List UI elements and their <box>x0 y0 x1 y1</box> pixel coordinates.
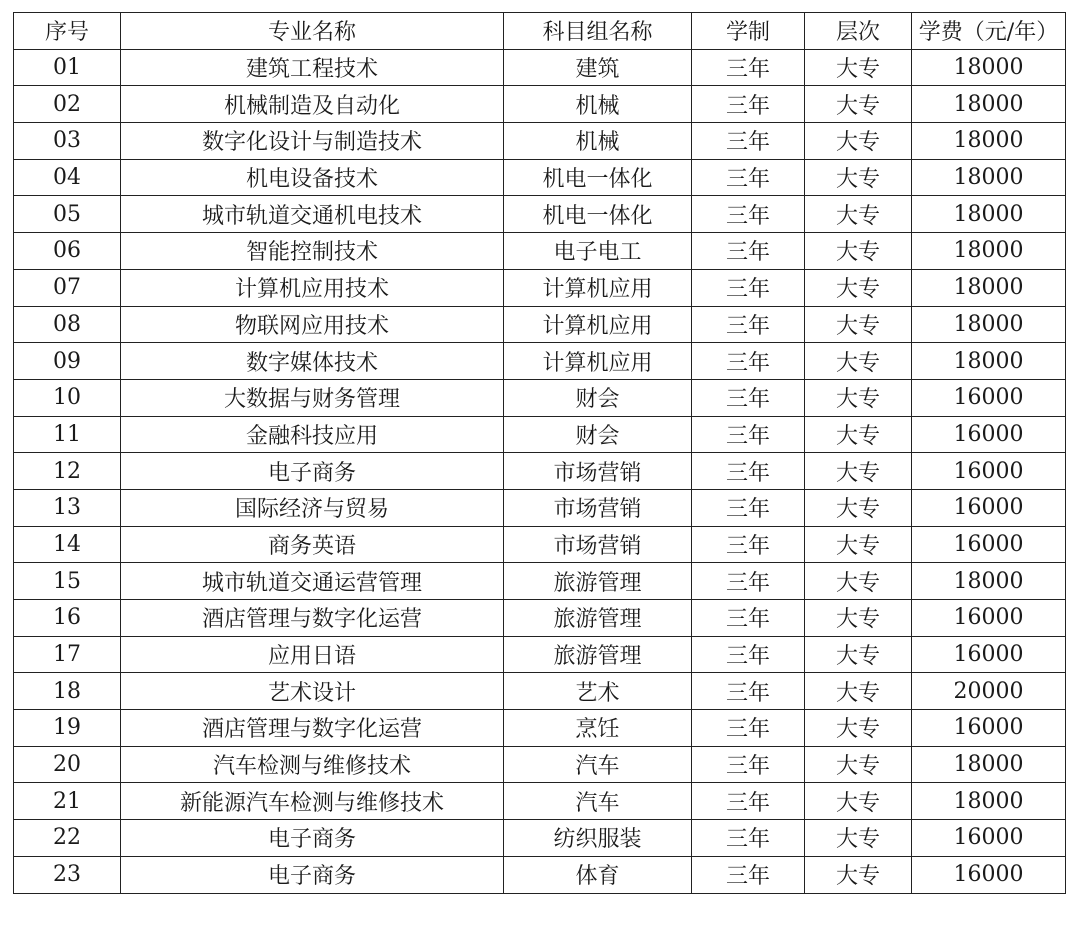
cell-major-name: 电子商务 <box>121 856 504 893</box>
cell-duration: 三年 <box>692 746 805 783</box>
cell-level: 大专 <box>805 746 912 783</box>
table-row <box>14 783 1066 820</box>
cell-subject-group: 汽车 <box>504 746 692 783</box>
table-row <box>14 123 1066 160</box>
cell-index: 07 <box>14 269 121 306</box>
cell-tuition: 16000 <box>912 379 1066 416</box>
cell-major-name: 机电设备技术 <box>121 159 504 196</box>
cell-tuition: 16000 <box>912 526 1066 563</box>
cell-tuition: 18000 <box>912 343 1066 380</box>
cell-subject-group: 旅游管理 <box>504 600 692 637</box>
table-row <box>14 710 1066 747</box>
cell-duration: 三年 <box>692 856 805 893</box>
table-row <box>14 159 1066 196</box>
cell-major-name: 数字化设计与制造技术 <box>121 123 504 160</box>
cell-tuition: 18000 <box>912 306 1066 343</box>
cell-level: 大专 <box>805 563 912 600</box>
cell-major-name: 应用日语 <box>121 636 504 673</box>
cell-level: 大专 <box>805 379 912 416</box>
cell-subject-group: 市场营销 <box>504 489 692 526</box>
cell-duration: 三年 <box>692 710 805 747</box>
cell-subject-group: 市场营销 <box>504 453 692 490</box>
cell-index: 21 <box>14 783 121 820</box>
table-row <box>14 343 1066 380</box>
cell-index: 18 <box>14 673 121 710</box>
cell-index: 12 <box>14 453 121 490</box>
cell-major-name: 计算机应用技术 <box>121 269 504 306</box>
table-row <box>14 306 1066 343</box>
table-row <box>14 416 1066 453</box>
cell-tuition: 20000 <box>912 673 1066 710</box>
cell-index: 15 <box>14 563 121 600</box>
cell-subject-group: 计算机应用 <box>504 343 692 380</box>
cell-index: 05 <box>14 196 121 233</box>
cell-index: 22 <box>14 820 121 857</box>
cell-level: 大专 <box>805 673 912 710</box>
table-row <box>14 856 1066 893</box>
cell-subject-group: 体育 <box>504 856 692 893</box>
cell-subject-group: 计算机应用 <box>504 306 692 343</box>
cell-subject-group: 旅游管理 <box>504 636 692 673</box>
cell-level: 大专 <box>805 526 912 563</box>
cell-tuition: 16000 <box>912 416 1066 453</box>
cell-major-name: 城市轨道交通机电技术 <box>121 196 504 233</box>
table-row <box>14 563 1066 600</box>
table-row <box>14 489 1066 526</box>
table-row <box>14 86 1066 123</box>
cell-major-name: 酒店管理与数字化运营 <box>121 600 504 637</box>
cell-tuition: 18000 <box>912 746 1066 783</box>
cell-subject-group: 机电一体化 <box>504 196 692 233</box>
cell-duration: 三年 <box>692 600 805 637</box>
cell-level: 大专 <box>805 710 912 747</box>
header-duration: 学制 <box>692 13 805 50</box>
cell-duration: 三年 <box>692 233 805 270</box>
table-row <box>14 379 1066 416</box>
cell-duration: 三年 <box>692 49 805 86</box>
cell-level: 大专 <box>805 196 912 233</box>
cell-tuition: 16000 <box>912 710 1066 747</box>
table-row <box>14 233 1066 270</box>
cell-tuition: 18000 <box>912 563 1066 600</box>
cell-tuition: 18000 <box>912 159 1066 196</box>
cell-major-name: 大数据与财务管理 <box>121 379 504 416</box>
cell-tuition: 18000 <box>912 123 1066 160</box>
cell-level: 大专 <box>805 600 912 637</box>
cell-duration: 三年 <box>692 86 805 123</box>
cell-major-name: 国际经济与贸易 <box>121 489 504 526</box>
cell-index: 14 <box>14 526 121 563</box>
cell-index: 17 <box>14 636 121 673</box>
cell-level: 大专 <box>805 820 912 857</box>
cell-index: 04 <box>14 159 121 196</box>
table-row <box>14 600 1066 637</box>
cell-index: 11 <box>14 416 121 453</box>
cell-index: 23 <box>14 856 121 893</box>
table-row <box>14 526 1066 563</box>
header-subject-group: 科目组名称 <box>504 13 692 50</box>
table-row <box>14 269 1066 306</box>
cell-duration: 三年 <box>692 489 805 526</box>
cell-duration: 三年 <box>692 196 805 233</box>
cell-tuition: 18000 <box>912 49 1066 86</box>
cell-subject-group: 纺织服装 <box>504 820 692 857</box>
cell-subject-group: 市场营销 <box>504 526 692 563</box>
cell-level: 大专 <box>805 343 912 380</box>
cell-index: 16 <box>14 600 121 637</box>
cell-duration: 三年 <box>692 123 805 160</box>
table-row <box>14 49 1066 86</box>
cell-major-name: 新能源汽车检测与维修技术 <box>121 783 504 820</box>
cell-level: 大专 <box>805 86 912 123</box>
table-row <box>14 820 1066 857</box>
cell-level: 大专 <box>805 49 912 86</box>
cell-major-name: 电子商务 <box>121 820 504 857</box>
table-row <box>14 746 1066 783</box>
cell-index: 13 <box>14 489 121 526</box>
cell-major-name: 汽车检测与维修技术 <box>121 746 504 783</box>
cell-subject-group: 机械 <box>504 123 692 160</box>
program-table <box>13 12 1066 894</box>
cell-duration: 三年 <box>692 343 805 380</box>
cell-duration: 三年 <box>692 563 805 600</box>
header-tuition: 学费（元/年） <box>912 13 1066 50</box>
table-body <box>14 49 1066 893</box>
cell-duration: 三年 <box>692 673 805 710</box>
cell-major-name: 城市轨道交通运营管理 <box>121 563 504 600</box>
cell-subject-group: 艺术 <box>504 673 692 710</box>
cell-subject-group: 计算机应用 <box>504 269 692 306</box>
cell-level: 大专 <box>805 489 912 526</box>
cell-major-name: 数字媒体技术 <box>121 343 504 380</box>
cell-index: 01 <box>14 49 121 86</box>
cell-level: 大专 <box>805 416 912 453</box>
cell-duration: 三年 <box>692 159 805 196</box>
cell-index: 08 <box>14 306 121 343</box>
cell-tuition: 16000 <box>912 489 1066 526</box>
cell-major-name: 机械制造及自动化 <box>121 86 504 123</box>
cell-tuition: 16000 <box>912 820 1066 857</box>
cell-subject-group: 建筑 <box>504 49 692 86</box>
cell-duration: 三年 <box>692 783 805 820</box>
table-header-row <box>14 13 1066 50</box>
cell-index: 06 <box>14 233 121 270</box>
cell-major-name: 建筑工程技术 <box>121 49 504 86</box>
cell-subject-group: 财会 <box>504 379 692 416</box>
header-index: 序号 <box>14 13 121 50</box>
cell-tuition: 18000 <box>912 783 1066 820</box>
cell-index: 09 <box>14 343 121 380</box>
cell-tuition: 18000 <box>912 86 1066 123</box>
cell-subject-group: 烹饪 <box>504 710 692 747</box>
cell-major-name: 电子商务 <box>121 453 504 490</box>
cell-level: 大专 <box>805 856 912 893</box>
cell-level: 大专 <box>805 783 912 820</box>
cell-major-name: 智能控制技术 <box>121 233 504 270</box>
cell-index: 20 <box>14 746 121 783</box>
cell-duration: 三年 <box>692 526 805 563</box>
cell-tuition: 18000 <box>912 196 1066 233</box>
cell-index: 10 <box>14 379 121 416</box>
cell-major-name: 商务英语 <box>121 526 504 563</box>
header-level: 层次 <box>805 13 912 50</box>
cell-index: 03 <box>14 123 121 160</box>
cell-major-name: 金融科技应用 <box>121 416 504 453</box>
cell-major-name: 物联网应用技术 <box>121 306 504 343</box>
cell-duration: 三年 <box>692 306 805 343</box>
cell-tuition: 18000 <box>912 233 1066 270</box>
cell-subject-group: 汽车 <box>504 783 692 820</box>
cell-level: 大专 <box>805 233 912 270</box>
cell-duration: 三年 <box>692 416 805 453</box>
cell-subject-group: 机械 <box>504 86 692 123</box>
cell-duration: 三年 <box>692 820 805 857</box>
cell-tuition: 16000 <box>912 856 1066 893</box>
cell-duration: 三年 <box>692 453 805 490</box>
cell-tuition: 16000 <box>912 453 1066 490</box>
header-major-name: 专业名称 <box>121 13 504 50</box>
cell-subject-group: 机电一体化 <box>504 159 692 196</box>
cell-index: 19 <box>14 710 121 747</box>
cell-tuition: 18000 <box>912 269 1066 306</box>
table-row <box>14 636 1066 673</box>
table-row <box>14 453 1066 490</box>
cell-tuition: 16000 <box>912 636 1066 673</box>
cell-major-name: 酒店管理与数字化运营 <box>121 710 504 747</box>
table-row <box>14 196 1066 233</box>
cell-level: 大专 <box>805 453 912 490</box>
cell-subject-group: 旅游管理 <box>504 563 692 600</box>
cell-subject-group: 财会 <box>504 416 692 453</box>
cell-tuition: 16000 <box>912 600 1066 637</box>
cell-level: 大专 <box>805 123 912 160</box>
cell-level: 大专 <box>805 269 912 306</box>
cell-major-name: 艺术设计 <box>121 673 504 710</box>
cell-index: 02 <box>14 86 121 123</box>
cell-duration: 三年 <box>692 269 805 306</box>
cell-subject-group: 电子电工 <box>504 233 692 270</box>
cell-duration: 三年 <box>692 379 805 416</box>
table-row <box>14 673 1066 710</box>
cell-level: 大专 <box>805 159 912 196</box>
cell-duration: 三年 <box>692 636 805 673</box>
cell-level: 大专 <box>805 306 912 343</box>
cell-level: 大专 <box>805 636 912 673</box>
